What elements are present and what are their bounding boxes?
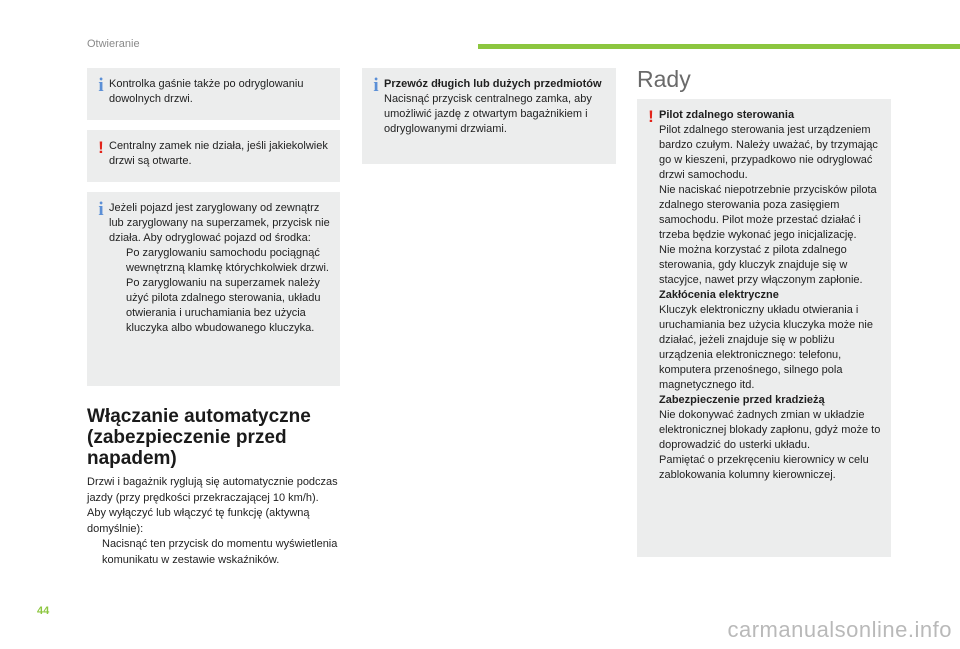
note-body bbox=[384, 77, 608, 137]
paragraph: Nie naciskać niepotrzebnie przycisków pilota zdalnego sterowania poza zasięgiem samochodu. Pilot może przestać działać i trzeba będzie wykonać jego inicjalizację. bbox=[659, 184, 877, 241]
info-note-unlock bbox=[87, 192, 340, 386]
paragraph: Nie można korzystać z pilota zdalnego sterowania, gdy kluczyk znajduje się w stacyjce, nawet przy włączonym zapłonie. bbox=[659, 244, 863, 286]
warning-central-lock bbox=[87, 130, 340, 182]
note-text: Nacisnąć przycisk centralnego zamka, aby umożliwić jazdę z otwartym bagażnikiem i odryglowanymi drzwiami. bbox=[384, 93, 592, 135]
body-text bbox=[87, 475, 357, 568]
paragraph: Pilot zdalnego sterowania jest urządzeniem bardzo czułym. Należy uważać, by trzymając go w kieszeni, przypadkowo nie odryglować drzwi samochodu. bbox=[659, 124, 878, 181]
note-text: Kontrolka gaśnie także po odryglowaniu dowolnych drzwi. bbox=[109, 78, 304, 105]
warning-icon: ! bbox=[648, 107, 654, 126]
note-title: Przewóz długich lub dużych przedmiotów bbox=[384, 78, 602, 90]
paragraph: Nie dokonywać żadnych zmian w układzie elektronicznej blokady zapłonu, gdyż może to doprowadzić do usterki układu. bbox=[659, 409, 881, 451]
info-note-indicator bbox=[87, 68, 340, 120]
note-intro: Jeżeli pojazd jest zaryglowany od zewnątrz lub zaryglowany na superzamek, przycisk nie działa. Aby odryglować pojazd od środka: bbox=[109, 202, 330, 244]
section-heading: Rady bbox=[637, 66, 691, 92]
warning-icon: ! bbox=[98, 138, 104, 157]
bullet-icon bbox=[109, 276, 126, 336]
list-item bbox=[109, 276, 332, 336]
list-item-text: Po zaryglowaniu na superzamek należy użyć pilota zdalnego sterowania, układu otwierania i uruchamiania bez użycia kluczyka albo wbudowanego kluczyka. bbox=[126, 277, 321, 334]
paragraph: Drzwi i bagażnik ryglują się automatycznie podczas jazdy (przy prędkości przekraczającej 10 km/h). bbox=[87, 476, 338, 504]
paragraph: Aby wyłączyć lub włączyć tę funkcję (aktywną domyślnie): bbox=[87, 507, 310, 535]
list-item-text: Po zaryglowaniu samochodu pociągnąć wewnętrzną klamkę którychkolwiek drzwi. bbox=[126, 247, 329, 274]
section-heading: Włączanie automatyczne (zabezpieczenie przed napadem) bbox=[87, 406, 311, 469]
subheading: Pilot zdalnego sterowania bbox=[659, 109, 795, 121]
page-number: 44 bbox=[37, 605, 50, 617]
paragraph: Pamiętać o przekręceniu kierownicy w celu zablokowania kolumny kierowniczej. bbox=[659, 454, 869, 481]
list-item bbox=[87, 537, 357, 568]
info-icon: i bbox=[98, 75, 104, 96]
paragraph: Kluczyk elektroniczny układu otwierania i uruchamiania bez użycia kluczyka może nie działać, jeżeli znajduje się w pobliżu urządzenia elektronicznego: telefonu, komputera przenośnego, silnego pola magnetycznego itd. bbox=[659, 304, 873, 391]
list-item-text: Nacisnąć ten przycisk do momentu wyświetlenia komunikatu w zestawie wskaźników. bbox=[102, 538, 338, 566]
bullet-icon bbox=[109, 246, 126, 276]
section-title: Otwieranie bbox=[87, 38, 140, 50]
warning-text: Centralny zamek nie działa, jeśli jakiekolwiek drzwi są otwarte. bbox=[109, 140, 328, 167]
info-icon: i bbox=[373, 75, 379, 96]
watermark: carmanualsonline.info bbox=[727, 617, 952, 642]
section-accent-bar bbox=[478, 44, 960, 49]
warning-tips bbox=[637, 99, 891, 557]
info-note-long-items bbox=[362, 68, 616, 164]
subheading: Zakłócenia elektryczne bbox=[659, 289, 779, 301]
warning-body bbox=[659, 108, 887, 483]
subheading: Zabezpieczenie przed kradzieżą bbox=[659, 394, 825, 406]
bullet-icon bbox=[87, 537, 102, 568]
info-icon: i bbox=[98, 199, 104, 220]
list-item bbox=[109, 246, 332, 276]
note-body bbox=[109, 201, 332, 336]
